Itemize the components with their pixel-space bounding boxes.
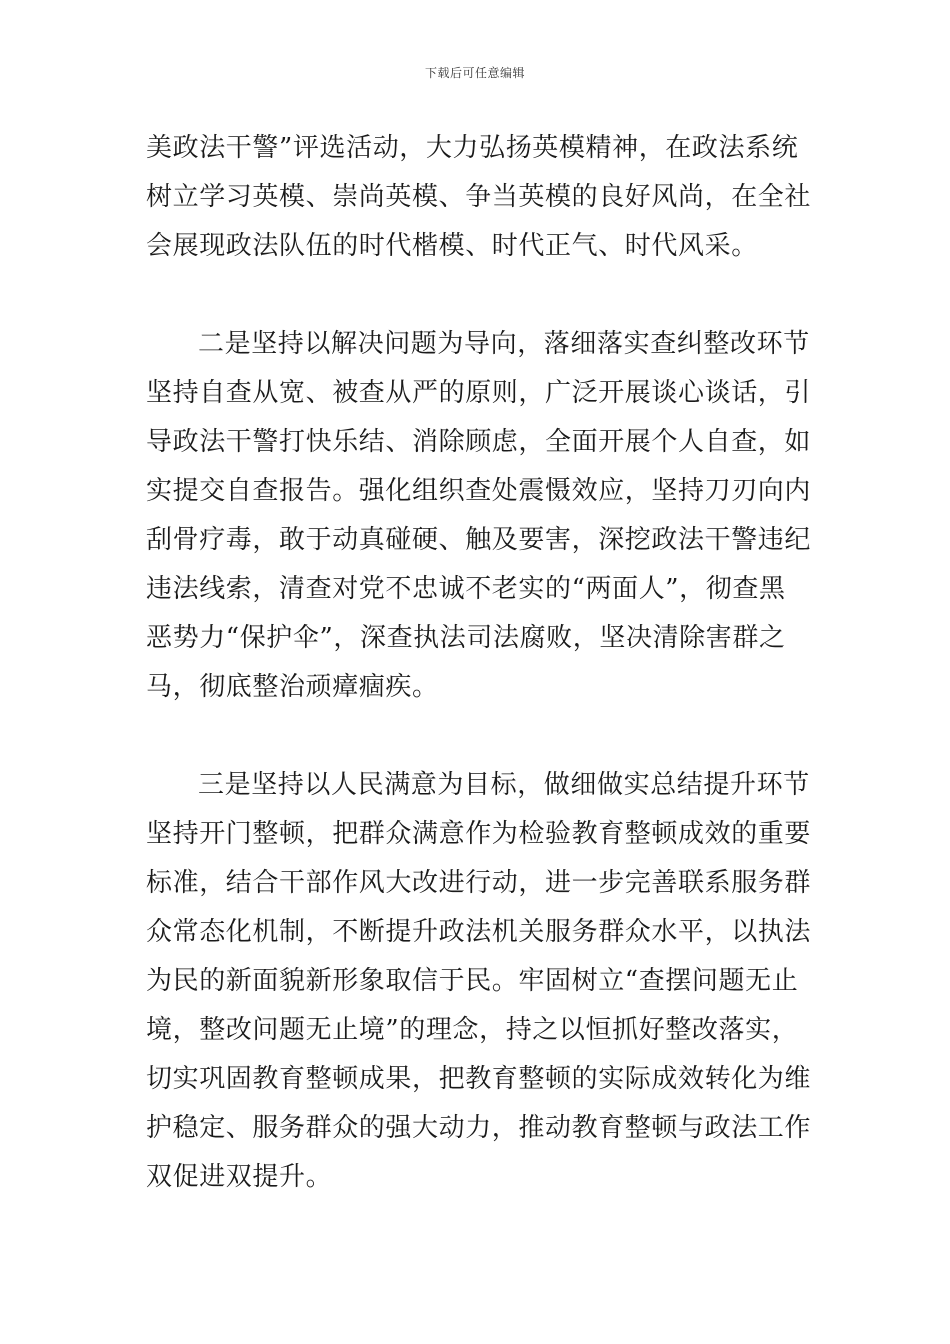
text-line-heading: 三是坚持以人民满意为目标，做细做实总结提升环节 <box>198 770 810 800</box>
text-line: 违法线索，清查对党不忠诚不老实的“两面人”，彻查黑 <box>146 574 786 604</box>
text-line: 坚持自查从宽、被查从严的原则，广泛开展谈心谈话，引 <box>146 378 812 408</box>
paragraph-gap <box>146 271 806 320</box>
paragraph-3 <box>146 761 812 1202</box>
text-line: 会展现政法队伍的时代楷模、时代正气、时代风采。 <box>146 231 758 261</box>
document-body <box>146 124 812 1202</box>
paragraph-1 <box>146 124 812 271</box>
page-header-note: 下载后可任意编辑 <box>424 66 525 80</box>
text-line: 标准，结合干部作风大改进行动，进一步完善联系服务群 <box>146 868 812 898</box>
text-line: 实提交自查报告。强化组织查处震慑效应，坚持刀刃向内 <box>146 476 812 506</box>
paragraph-gap <box>146 712 806 761</box>
text-line: 坚持开门整顿，把群众满意作为检验教育整顿成效的重要 <box>146 819 812 849</box>
text-line: 美政法干警”评选活动，大力弘扬英模精神，在政法系统 <box>146 133 799 163</box>
text-line: 树立学习英模、崇尚英模、争当英模的良好风尚，在全社 <box>146 182 812 212</box>
text-line: 马，彻底整治顽瘴痼疾。 <box>146 672 439 702</box>
paragraph-2 <box>146 320 812 712</box>
text-line-heading: 二是坚持以解决问题为导向，落细落实查纠整改环节 <box>198 329 810 359</box>
text-line: 切实巩固教育整顿成果，把教育整顿的实际成效转化为维 <box>146 1064 812 1094</box>
text-line: 众常态化机制，不断提升政法机关服务群众水平，以执法 <box>146 917 812 947</box>
text-line: 导政法干警打快乐结、消除顾虑，全面开展个人自查，如 <box>146 427 812 457</box>
text-line: 双促进双提升。 <box>146 1162 333 1192</box>
text-line: 为民的新面貌新形象取信于民。牢固树立“查摆问题无止 <box>146 966 799 996</box>
text-line: 护稳定、服务群众的强大动力，推动教育整顿与政法工作 <box>146 1113 812 1143</box>
text-line: 境，整改问题无止境”的理念，持之以恒抓好整改落实， <box>146 1015 799 1045</box>
text-line: 恶势力“保护伞”，深查执法司法腐败，坚决清除害群之 <box>146 623 786 653</box>
text-line: 刮骨疗毒，敢于动真碰硬、触及要害，深挖政法干警违纪 <box>146 525 812 555</box>
